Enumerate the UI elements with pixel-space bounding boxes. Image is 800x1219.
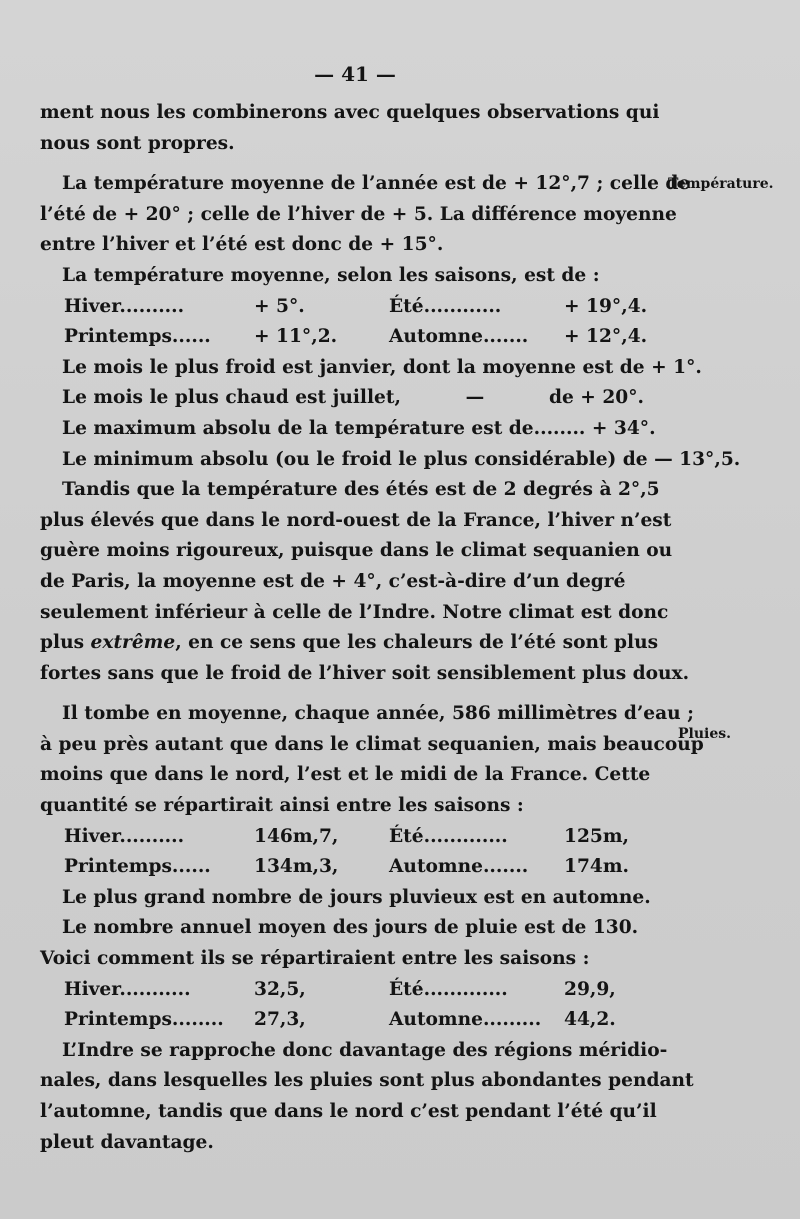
text-line: Le plus grand nombre de jours pluvieux est en automne.	[62, 886, 651, 908]
temperature-table	[64, 292, 672, 353]
text-line: moins que dans le nord, l’est et le midi de la France. Cette	[40, 764, 651, 786]
text-line: l’été de + 20° ; celle de l’hiver de + 5. La différence moyenne	[40, 203, 677, 225]
page-number: — 41 —	[314, 62, 396, 86]
table-row: Printemps........ 27,3, Automne......... 44,2.	[64, 1009, 616, 1031]
text-line: seulement inférieur à celle de l’Indre. Notre climat est donc	[40, 601, 669, 623]
text-line: nales, dans lesquelles les pluies sont plus abondantes pendant	[40, 1070, 694, 1092]
table-row: Hiver.......... 146m,7, Été............. 125m,	[64, 825, 629, 847]
text-line: plus élevés que dans le nord-ouest de la France, l’hiver n’est	[40, 509, 672, 531]
text-line: Tandis que la température des étés est de 2 degrés à 2°,5	[62, 479, 660, 501]
margin-note-rain: Pluies.	[678, 726, 732, 742]
text-line: Le minimum absolu (ou le froid le plus considérable) de — 13°,5.	[62, 448, 741, 470]
text-line: L’Indre se rapproche donc davantage des régions méridio-	[62, 1039, 668, 1061]
text-line: entre l’hiver et l’été est donc de + 15°.	[40, 234, 444, 256]
text-line: La température moyenne de l’année est de + 12°,7 ; celle de	[62, 173, 691, 195]
text-line: fortes sans que le froid de l’hiver soit sensiblement plus doux.	[40, 662, 690, 684]
table-row: Hiver........... 32,5, Été............. 29,9,	[64, 978, 616, 1000]
table-row: Hiver.......... + 5°. Été............ + 19°,4.	[64, 295, 648, 317]
text-line: Le mois le plus froid est janvier, dont la moyenne est de + 1°.	[62, 356, 702, 378]
text-line: de Paris, la moyenne est de + 4°, c’est-à-dire d’un degré	[40, 570, 626, 592]
text-line: nous sont propres.	[40, 132, 235, 154]
text-line: Voici comment ils se répartiraient entre les saisons :	[40, 948, 590, 970]
rain-days-table	[64, 975, 672, 1036]
table-row: Printemps...... + 11°,2. Automne....... + 12°,4.	[64, 326, 648, 348]
text-line: à peu près autant que dans le climat sequanien, mais beaucoup	[40, 733, 704, 755]
text-line: l’automne, tandis que dans le nord c’est pendant l’été qu’il	[40, 1101, 657, 1122]
text-line: Il tombe en moyenne, chaque année, 586 millimètres d’eau ;	[62, 703, 695, 725]
text-line: Le mois le plus chaud est juillet, — de + 20°.	[62, 387, 644, 409]
text-line: La température moyenne, selon les saisons, est de :	[62, 264, 600, 286]
text-line: quantité se répartirait ainsi entre les saisons :	[40, 795, 524, 817]
text-line: pleut davantage.	[40, 1131, 214, 1153]
page-text	[40, 98, 741, 1158]
margin-note-temperature: Température.	[668, 176, 774, 192]
rain-table	[64, 822, 672, 883]
text-line: Le maximum absolu de la température est de........ + 34°.	[62, 417, 656, 439]
text-line: plus extrême, en ce sens que les chaleurs de l’été sont plus	[40, 632, 659, 654]
text-line: guère moins rigoureux, puisque dans le climat sequanien ou	[40, 540, 673, 562]
table-row: Printemps...... 134m,3, Automne....... 174m.	[64, 856, 629, 878]
text-line: Le nombre annuel moyen des jours de pluie est de 130.	[62, 917, 639, 939]
text-line: ment nous les combinerons avec quelques observations qui	[40, 102, 660, 123]
